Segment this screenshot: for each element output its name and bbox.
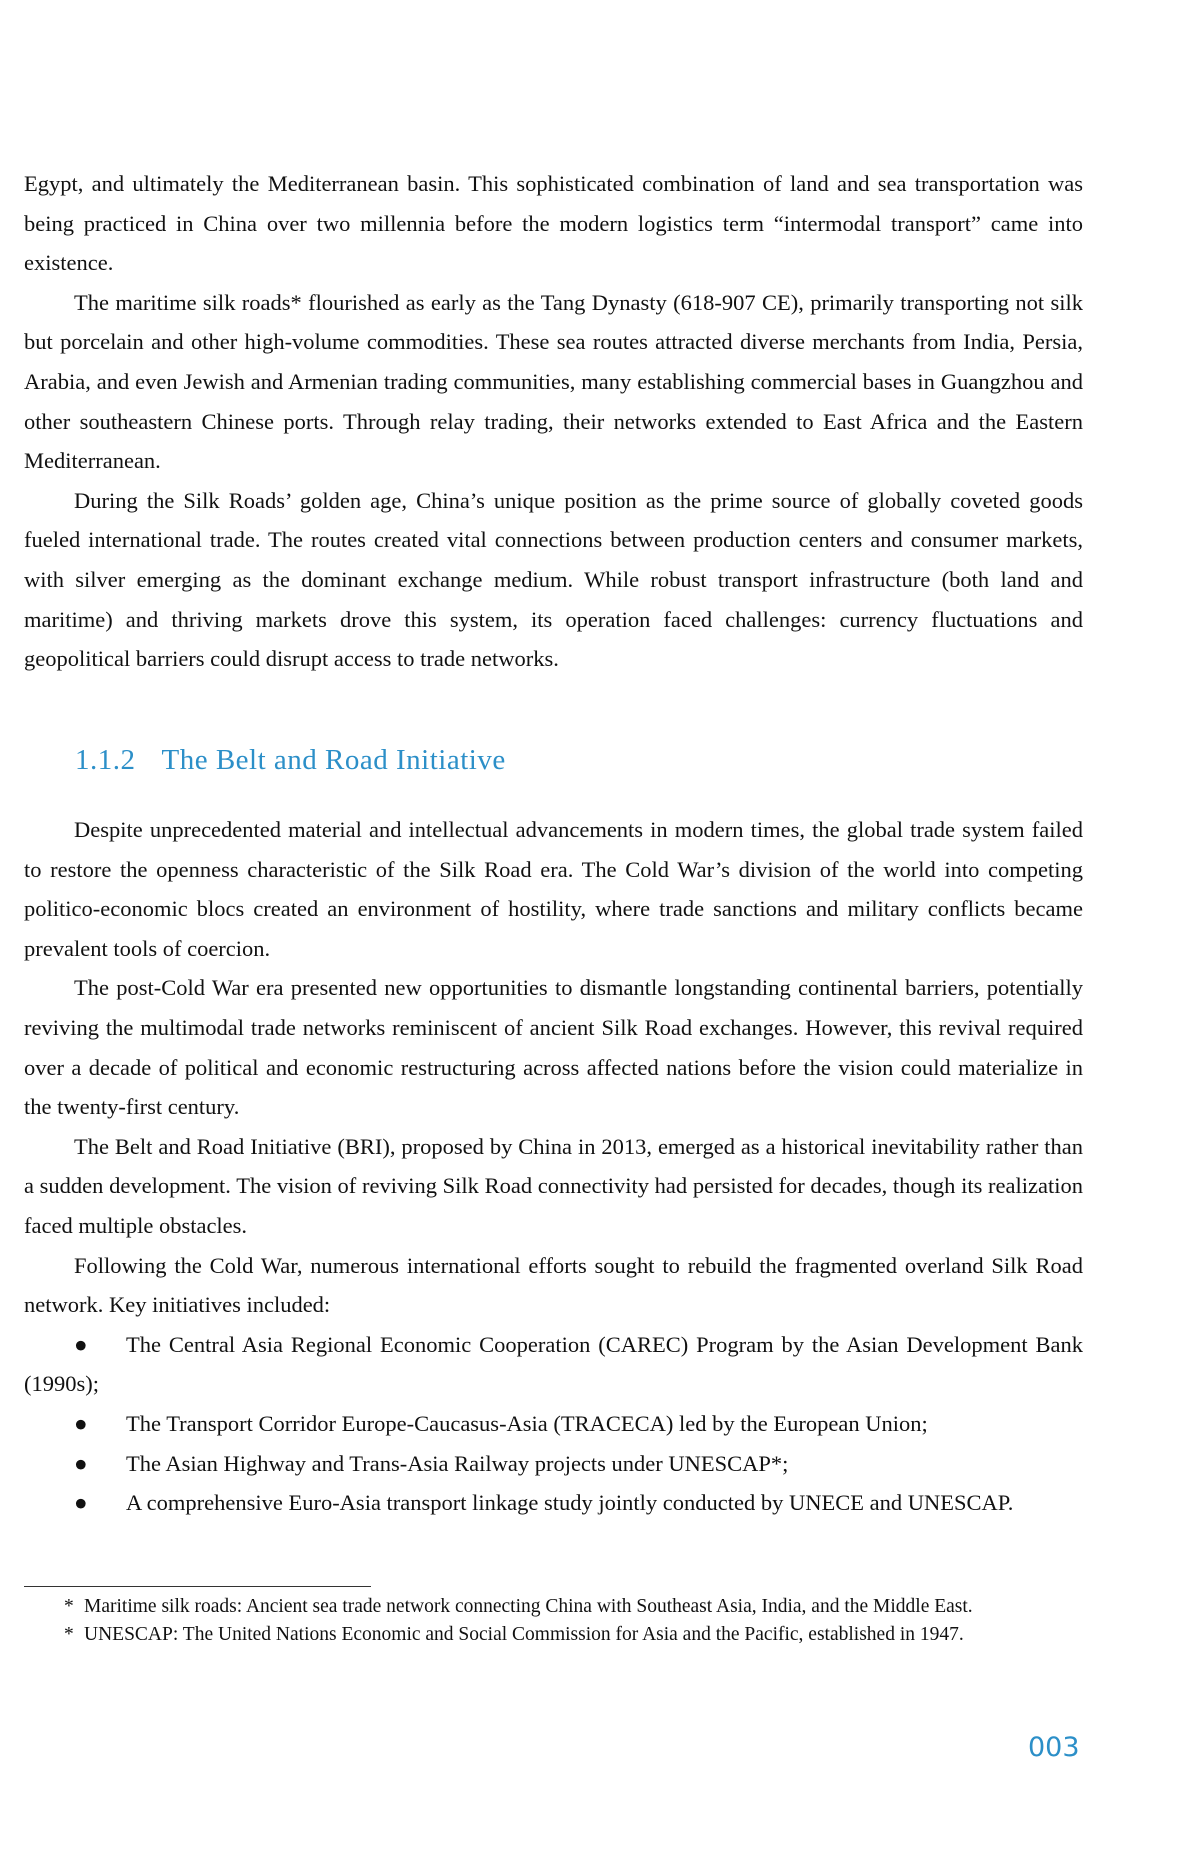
bullet-text: A comprehensive Euro-Asia transport linkage study jointly conducted by UNECE and UNESCAP. xyxy=(126,1490,1014,1516)
paragraph: During the Silk Roads’ golden age, China’s unique position as the prime source of globally coveted goods fueled international trade. The routes created vital connections between production centers and consumer markets, with silver emerging as the dominant exchange medium. While robust transport infrastructure (both land and maritime) and thriving markets drove this system, its operation faced challenges: currency fluctuations and geopolitical barriers could disrupt access to trade networks. xyxy=(24,487,1083,672)
bullet-icon: ● xyxy=(74,1331,88,1357)
footnote-text: Maritime silk roads: Ancient sea trade network connecting China with Southeast Asia, India, and the Middle East. xyxy=(84,1596,973,1617)
paragraph: The Belt and Road Initiative (BRI), proposed by China in 2013, emerged as a historical inevitability rather than a sudden development. The vision of reviving Silk Road connectivity had persisted for decades, though its realization faced multiple obstacles. xyxy=(24,1133,1083,1238)
footnote-text: UNESCAP: The United Nations Economic and Social Commission for Asia and the Pacific, established in 1947. xyxy=(84,1624,964,1645)
bullet-item xyxy=(24,1444,1083,1484)
section-title: The Belt and Road Initiative xyxy=(161,744,506,776)
footnote-divider xyxy=(24,1586,371,1587)
footnotes xyxy=(64,1594,1054,1650)
bullet-icon: ● xyxy=(74,1450,88,1476)
footnote-mark: * xyxy=(64,1624,74,1645)
paragraph: The post-Cold War era presented new opportunities to dismantle longstanding continental barriers, potentially reviving the multimodal trade networks reminiscent of ancient Silk Road exchanges. However, this revival required over a decade of political and economic restructuring across affected nations before the vision could materialize in the twenty-first century. xyxy=(24,975,1083,1120)
bullet-icon: ● xyxy=(74,1490,88,1516)
bullet-text: The Central Asia Regional Economic Cooperation (CAREC) Program by the Asian Development Bank (1990s); xyxy=(24,1331,1083,1397)
section-heading xyxy=(75,744,506,777)
footnote xyxy=(64,1594,1054,1620)
paragraph: Despite unprecedented material and intellectual advancements in modern times, the global trade system failed to restore the openness characteristic of the Silk Road era. The Cold War’s division of the world into competing politico-economic blocs created an environment of hostility, where trade sanctions and military conflicts became prevalent tools of coercion. xyxy=(24,817,1083,961)
bullet-item xyxy=(24,1483,1083,1523)
bullet-item xyxy=(24,1325,1083,1404)
body-text-top xyxy=(24,164,1083,679)
bullet-item xyxy=(24,1404,1083,1444)
body-text-section xyxy=(24,810,1083,1523)
section-number: 1.1.2 xyxy=(75,744,136,776)
footnote-mark: * xyxy=(64,1596,74,1617)
paragraph: Following the Cold War, numerous international efforts sought to rebuild the fragmented overland Silk Road network. Key initiatives included: xyxy=(24,1252,1083,1318)
bullet-icon: ● xyxy=(74,1410,88,1436)
page-number: 003 xyxy=(1028,1732,1080,1763)
paragraph: Egypt, and ultimately the Mediterranean basin. This sophisticated combination of land and sea transportation was being practiced in China over two millennia before the modern logistics term “intermodal transport” came into existence. xyxy=(24,171,1083,276)
bullet-text: The Asian Highway and Trans-Asia Railway projects under UNESCAP*; xyxy=(126,1450,789,1476)
bullet-text: The Transport Corridor Europe-Caucasus-Asia (TRACECA) led by the European Union; xyxy=(126,1410,928,1436)
paragraph: The maritime silk roads* flourished as early as the Tang Dynasty (618-907 CE), primarily transporting not silk but porcelain and other high-volume commodities. These sea routes attracted diverse merchants from India, Persia, Arabia, and even Jewish and Armenian trading communities, many establishing commercial bases in Guangzhou and other southeastern Chinese ports. Through relay trading, their networks extended to East Africa and the Eastern Mediterranean. xyxy=(24,289,1083,474)
footnote xyxy=(64,1622,1054,1648)
